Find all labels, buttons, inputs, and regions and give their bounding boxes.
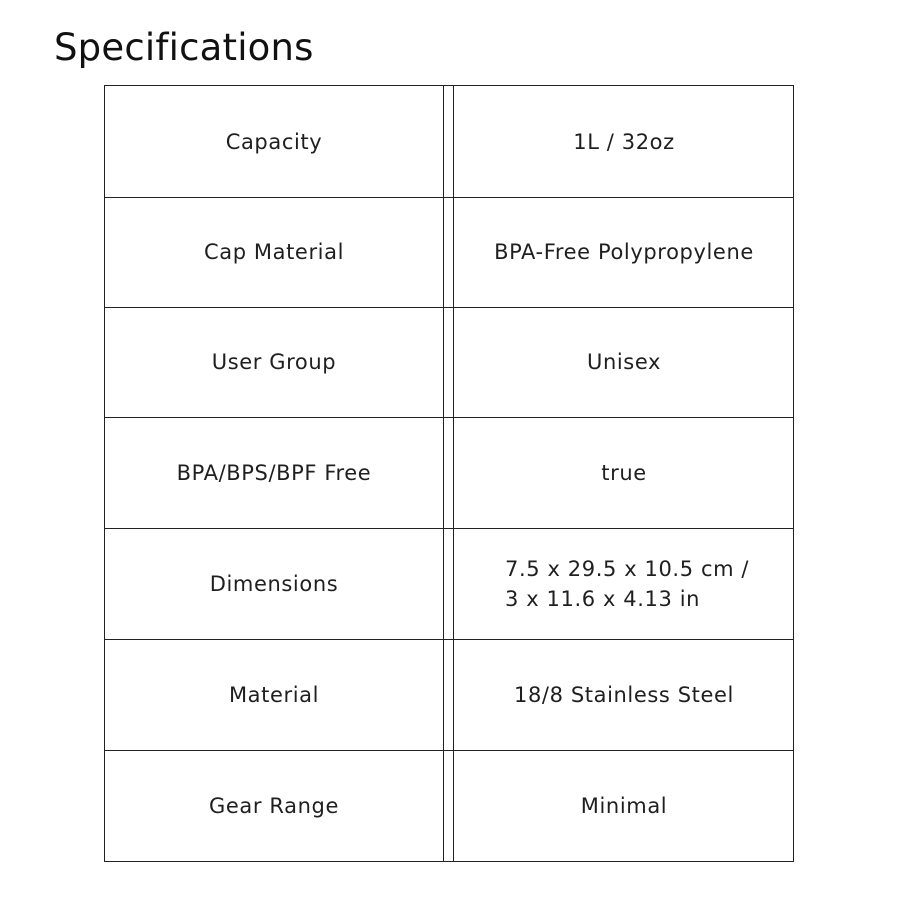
spec-value: BPA-Free Polypropylene [494,240,754,264]
spec-row-dimensions [105,528,793,639]
spec-row-material [105,639,793,750]
spec-value: 18/8 Stainless Steel [514,682,734,707]
spec-value [454,528,794,639]
spec-value-line: 7.5 x 29.5 x 10.5 cm / [505,556,750,581]
spec-label: BPA/BPS/BPF Free [176,460,372,485]
spec-row-user-group [105,307,793,417]
spec-row-gear-range [105,750,793,861]
spec-label: Capacity [225,129,323,154]
spec-value: Unisex [586,350,662,374]
spec-row-capacity [105,86,793,197]
spec-label: Cap Material [203,240,345,264]
spec-row-cap-material [105,197,793,307]
spec-value: Minimal [580,793,668,818]
spec-value-line: 3 x 11.6 x 4.13 in [505,586,701,611]
spec-value: true [601,460,647,485]
spec-value: 1L / 32oz [573,129,675,154]
page-title: Specifications [54,26,314,69]
spec-label: Material [228,682,320,707]
spec-label: Dimensions [209,571,339,596]
spec-row-bpa-free [105,417,793,528]
spec-label: Gear Range [209,793,339,818]
spec-label: User Group [211,350,337,374]
spec-table [104,85,794,862]
